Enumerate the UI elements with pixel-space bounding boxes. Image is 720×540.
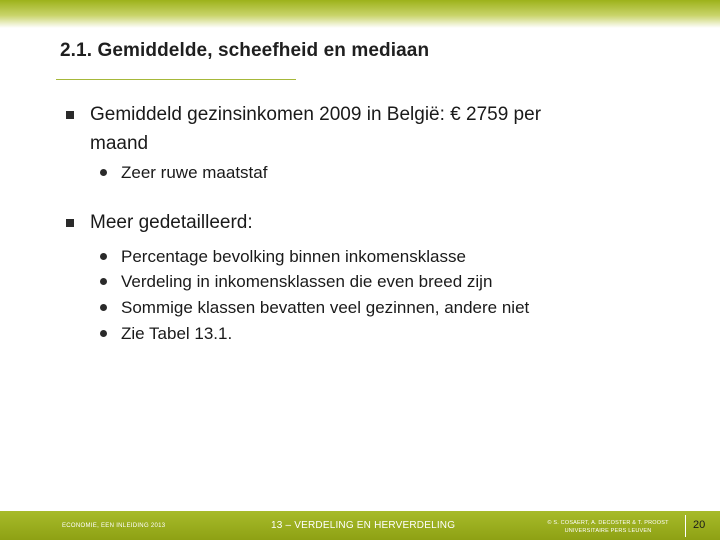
footer-copyright-authors: © S. COSAERT, A. DECOSTER & T. PROOST xyxy=(547,520,669,526)
bullet-2-sub-4: Zie Tabel 13.1. xyxy=(121,324,233,343)
title-underline xyxy=(56,79,296,80)
round-bullet-icon xyxy=(100,253,107,260)
footer-bar xyxy=(0,511,720,540)
square-bullet-icon xyxy=(66,219,74,227)
bullet-1-sub-1: Zeer ruwe maatstaf xyxy=(121,163,268,182)
bullet-2-sub-1: Percentage bevolking binnen inkomensklasse xyxy=(121,247,466,266)
square-bullet-icon xyxy=(66,111,74,119)
bullet-2-text: Meer gedetailleerd: xyxy=(90,212,253,233)
bullet-1-line-2: maand xyxy=(90,133,149,154)
footer-copyright xyxy=(538,519,678,535)
page-number: 20 xyxy=(693,519,706,531)
bullet-2-sub-2: Verdeling in inkomensklassen die even breed zijn xyxy=(121,272,493,291)
round-bullet-icon xyxy=(100,304,107,311)
bullet-1-line-1: Gemiddeld gezinsinkomen 2009 in België: € 2759 per xyxy=(90,104,542,125)
round-bullet-icon xyxy=(100,278,107,285)
footer-copyright-publisher: UNIVERSITAIRE PERS LEUVEN xyxy=(564,528,652,534)
header-gradient-band xyxy=(0,0,720,28)
bullet-2-sub-3: Sommige klassen bevatten veel gezinnen, andere niet xyxy=(121,298,530,317)
footer-divider xyxy=(685,515,686,537)
round-bullet-icon xyxy=(100,169,107,176)
footer-chapter-title: 13 – VERDELING EN HERVERDELING xyxy=(271,520,456,531)
slide-title: 2.1. Gemiddelde, scheefheid en mediaan xyxy=(60,40,430,61)
footer-course-title: ECONOMIE, EEN INLEIDING 2013 xyxy=(62,523,166,529)
round-bullet-icon xyxy=(100,330,107,337)
